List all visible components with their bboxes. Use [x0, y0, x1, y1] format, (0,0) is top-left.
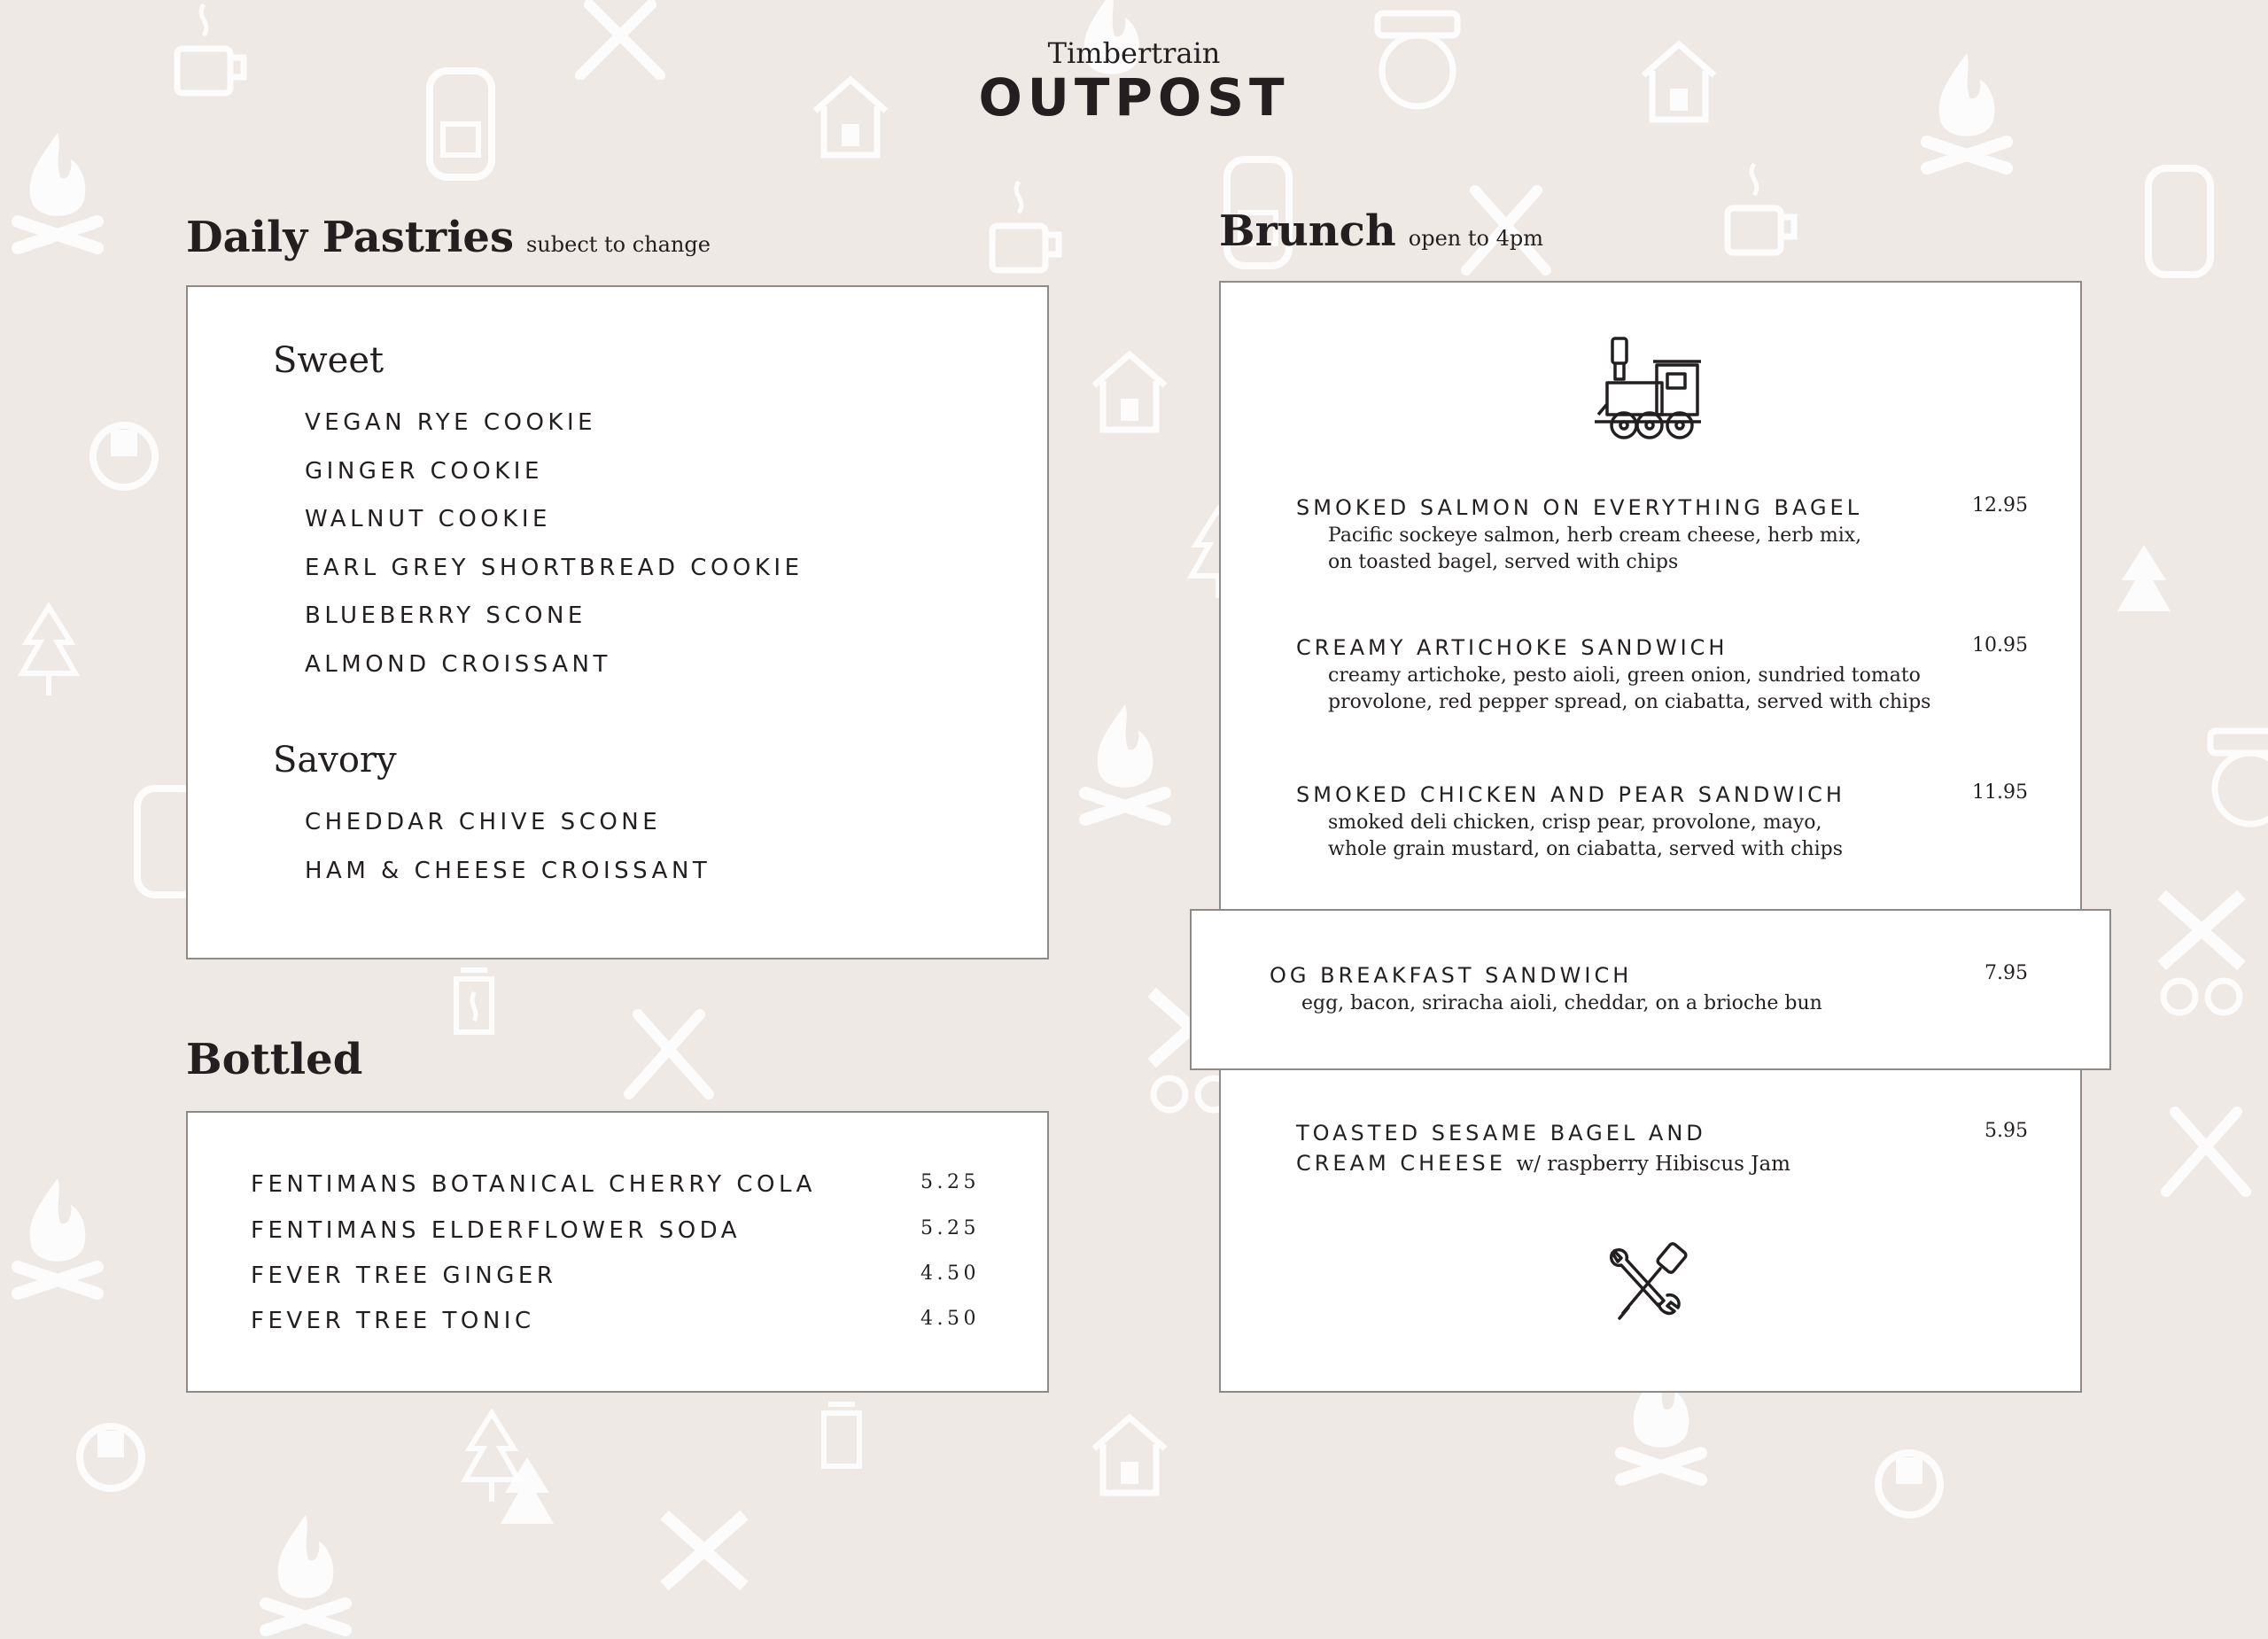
lantern-icon: [443, 957, 505, 1045]
item-name: OG BREAKFAST SANDWICH: [1270, 963, 1633, 988]
item-name: SMOKED SALMON ON EVERYTHING BAGEL: [1296, 495, 1863, 520]
list-item: VEGAN RYE COOKIE: [305, 409, 597, 436]
campfire-icon: [9, 1169, 106, 1302]
menu-item: [1296, 1118, 2028, 1179]
tree-icon: [496, 1453, 558, 1550]
savory-list: [305, 807, 711, 904]
tools-icon: [616, 1001, 722, 1107]
item-name: SMOKED CHICKEN AND PEAR SANDWICH: [1296, 782, 1845, 807]
bottled-price: 5.25: [920, 1171, 980, 1193]
item-name-line2: [1296, 1148, 2028, 1179]
tree-icon: [2113, 540, 2175, 638]
item-description: creamy artichoke, pesto aioli, green onion, sundried tomato: [1328, 664, 1921, 687]
list-item: EARL GREY SHORTBREAD COOKIE: [305, 554, 804, 581]
item-name: CREAMY ARTICHOKE SANDWICH: [1296, 635, 1728, 660]
tools-icon: [1605, 1242, 1694, 1322]
item-name: TOASTED SESAME BAGEL AND: [1296, 1121, 1706, 1146]
list-item: HAM & CHEESE CROISSANT: [305, 857, 711, 884]
backpack-icon: [2135, 151, 2224, 284]
bottled-name: FENTIMANS BOTANICAL CHERRY COLA: [251, 1171, 816, 1198]
brand-subtitle: Timbertrain: [1047, 36, 1221, 70]
lantern-icon: [811, 1391, 873, 1480]
savory-heading: Savory: [273, 740, 397, 781]
coffee-cup-icon: [983, 177, 1072, 284]
bottled-name: FEVER TREE GINGER: [251, 1262, 557, 1289]
bottled-row: [251, 1308, 980, 1334]
tools-icon: [2153, 1099, 2259, 1205]
pastries-note: subect to change: [525, 232, 711, 257]
list-item: ALMOND CROISSANT: [305, 650, 611, 678]
pastries-heading: [186, 213, 711, 262]
brunch-note: open to 4pm: [1408, 226, 1543, 251]
list-item: GINGER COOKIE: [305, 457, 543, 485]
item-description: provolone, red pepper spread, on ciabatta, served with chips: [1328, 691, 1931, 713]
brand-title: OUTPOST: [978, 67, 1290, 128]
brunch-heading: [1219, 206, 1543, 256]
pastries-title: Daily Pastries: [186, 213, 514, 262]
bottled-row: [251, 1171, 980, 1198]
bottled-price: 5.25: [920, 1217, 980, 1239]
list-item: BLUEBERRY SCONE: [305, 602, 586, 629]
item-price: 7.95: [1984, 962, 2028, 984]
train-icon: [71, 1409, 151, 1506]
item-description: on toasted bagel, served with chips: [1328, 551, 1679, 573]
bottled-price: 4.50: [920, 1262, 980, 1285]
item-price: 11.95: [1972, 781, 2028, 804]
item-price: 5.95: [1984, 1120, 2028, 1142]
item-price: 10.95: [1972, 634, 2028, 656]
train-icon: [1869, 1435, 1949, 1533]
brand-logo: [0, 35, 2268, 128]
item-description: Pacific sockeye salmon, herb cream cheese, herb mix,: [1328, 524, 1862, 547]
conductor-face-icon: [2197, 718, 2268, 833]
campfire-icon: [9, 124, 106, 257]
item-description: egg, bacon, sriracha aioli, cheddar, on a brioche bun: [1301, 992, 1822, 1014]
menu-item-featured: [1270, 960, 2028, 1017]
sweet-list: [305, 408, 804, 697]
cabin-icon: [1085, 1409, 1174, 1497]
item-name: CREAM CHEESE: [1296, 1151, 1506, 1176]
item-price: 12.95: [1972, 494, 2028, 517]
list-item: CHEDDAR CHIVE SCONE: [305, 809, 662, 835]
item-description: smoked deli chicken, crisp pear, provolone, mayo,: [1328, 812, 1822, 834]
bottled-row: [251, 1217, 980, 1244]
cabin-icon: [1085, 346, 1174, 434]
campfire-icon: [257, 1506, 354, 1639]
railroad-crossing-icon: [2153, 886, 2250, 1019]
menu-item: [1296, 493, 2028, 576]
tree-icon: [18, 602, 80, 700]
campfire-icon: [1076, 695, 1174, 828]
sweet-heading: Sweet: [273, 340, 384, 381]
menu-item: [1296, 780, 2028, 863]
item-description: whole grain mustard, on ciabatta, served with chips: [1328, 838, 1844, 860]
train-icon: [1591, 335, 1706, 443]
bottled-name: FEVER TREE TONIC: [251, 1308, 535, 1334]
bottled-price: 4.50: [920, 1308, 980, 1330]
menu-item: [1296, 633, 2028, 716]
bottled-row: [251, 1262, 980, 1289]
bottled-panel: [186, 1111, 1049, 1393]
bottled-heading: Bottled: [186, 1035, 363, 1084]
pastries-panel: [186, 285, 1049, 959]
item-note: w/ raspberry Hibiscus Jam: [1516, 1153, 1790, 1176]
bottled-name: FENTIMANS ELDERFLOWER SODA: [251, 1217, 742, 1244]
list-item: WALNUT COOKIE: [305, 506, 551, 532]
train-icon: [84, 408, 164, 505]
brunch-title: Brunch: [1219, 206, 1396, 256]
railroad-crossing-icon: [656, 1506, 753, 1639]
coffee-cup-icon: [1719, 159, 1807, 266]
